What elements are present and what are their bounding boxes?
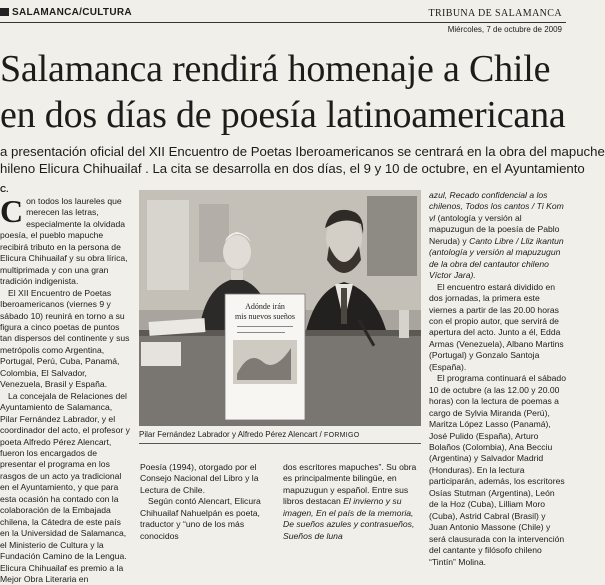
article-column-bottom-2	[283, 462, 420, 542]
paragraph	[283, 462, 420, 542]
drop-cap: C	[0, 193, 24, 229]
photo-credit: FORMIGO	[324, 432, 360, 439]
paragraph: El encuentro estará dividido en dos jornadas, la primera este viernes a partir de las 20.00 horas con el propio autor, que servirá de apertura del acto. Junto a él, Edda Armas (Venezuela), Albano Martins (Portugal) y Gonzalo Santoja (España).	[429, 281, 564, 372]
book-title-line: Adónde irán	[245, 302, 285, 311]
header-rule	[0, 22, 566, 23]
book-titles-text: Canto Libre / Lliz ikantun (antología y versión al mapuzugun de la obra del cantautor chileno Víctor Jara).	[429, 235, 564, 281]
caption-rule	[139, 443, 421, 444]
article-column-right	[429, 190, 566, 567]
paragraph: El programa continuará el sábado 10 de octubre (a las 12.00 y 20.00 horas) con la lectura de poemas a cargo de Sylvia Miranda (Perú), Maritza López Lasso (Panamá), José Pulido (España), Arturo Bolaños (Colombia), Ana Becciu (Argentina) y Salvador Madrid (Honduras). En la lectura participarán, además, los escritores Osías Stutman (Argentina), León de la Hoz (Cuba), Lilliam Moro (Cuba), Astrid Cabral (Brasil) y Juan Antonio Massone (Chile) y será clausurada con la intervención del cantante y filósofo chileno “Tintín” Molina.	[429, 373, 566, 567]
headline-line-2: en dos días de poesía latinoamericana	[0, 94, 566, 136]
section-label	[0, 7, 132, 18]
paragraph-text: dos escritores mapuches”. Su obra es principalmente bilingüe, en mapuzugun y español. Entre sus libros destacan	[283, 462, 417, 507]
publication-date: Miércoles, 7 de octubre de 2009	[447, 25, 562, 34]
subhead-line-1: a presentación oficial del XII Encuentro de Poetas Iberoamericanos se centrará en la obra del mapuche	[0, 144, 605, 159]
headline-line-1: Salamanca rendirá homenaje a Chile	[0, 48, 551, 90]
section-marker-icon	[0, 8, 9, 16]
photo-caption	[139, 430, 421, 439]
paragraph-text: (antología y versión al mapuzugun de la poesía de Pablo Neruda) y	[429, 212, 560, 246]
article-photo	[139, 190, 421, 426]
article-column-bottom-1	[140, 462, 273, 542]
article-column-left	[0, 193, 130, 584]
photo-illustration	[139, 190, 421, 426]
paragraph	[0, 193, 130, 288]
paragraph: Poesía (1994), otorgado por el Consejo Nacional del Libro y la Lectura de Chile.	[140, 462, 259, 495]
book-titles-text: El invierno y su imagen, En el país de la memoria, De sueños azules y contrasueños, Sueños de luna	[283, 496, 415, 541]
paragraph: Según contó Alencart, Elicura Chihuailaf Nahuelpán es poeta, traductor y “uno de los más conocidos	[140, 496, 261, 541]
subhead-line-2: hileno Elicura Chihuailaf . La cita se desarrolla en dos días, el 9 y 10 de octubre, en el Ayuntamiento	[0, 161, 585, 176]
publication-name: TRIBUNA DE SALAMANCA	[428, 8, 562, 19]
book-title-line: mis nuevos sueños	[235, 312, 295, 321]
section-name: SALAMANCA/CULTURA	[12, 7, 132, 18]
book-titles-text: azul, Recado confidencial a los chilenos, Todos los cantos / Ti Kom vl	[429, 190, 564, 223]
paragraph	[429, 190, 566, 282]
paragraph: La concejala de Relaciones del Ayuntamiento de Salamanca, Pilar Fernández Labrador, y el coordinador del acto, el profesor y poeta Alfredo Pérez Alencart, fueron los encargados de presentar el programa en los rasgos de un acto ya tradicional en el Ayuntamiento, y que para esta ocasión ha contado con la colaboración de la Embajada chilena, la Cátedra de este país en la Universidad de Salamanca, el Ministerio de Cultura y la Fundación Camino de la Lengua. Elicura Chihuailaf es premio a la Mejor Obra Literaria en	[0, 390, 130, 584]
paragraph: El XII Encuentro de Poetas Iberoamericanos (viernes 9 y sábado 10) reunirá en torno a su figura a cinco poetas de puntos tan dispersos del continente y sus metrópolis como Argentina, Portugal, Perú, Cuba, Panamá, Colombia, El Salvador, Venezuela, Brasil y España.	[0, 287, 130, 390]
caption-text: Pilar Fernández Labrador y Alfredo Pérez Alencart /	[139, 430, 324, 439]
byline: C.	[0, 184, 9, 194]
paragraph-text: on todos los laureles que merecen las letras, especialmente la olvidada poesía, el pueblo mapuche recibirá tributo en la persona de Elicura Chihuailaf y su obra lírica, multiprimada y con una gran tradición indigenista.	[0, 196, 128, 287]
